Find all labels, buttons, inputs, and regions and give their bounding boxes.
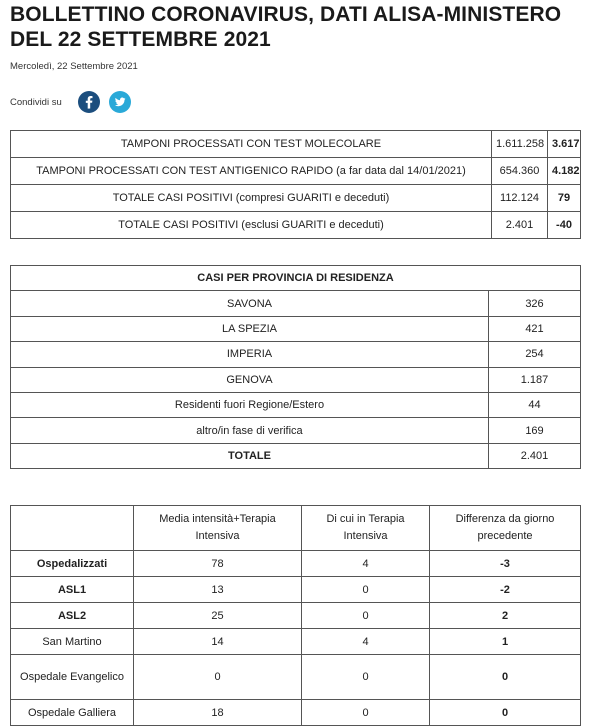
hospital-media: 78 [134, 551, 302, 577]
province-value: 421 [489, 316, 581, 341]
hospital-media: 18 [134, 700, 302, 726]
summary-table [10, 130, 581, 239]
hospital-media: 0 [134, 655, 302, 700]
hospital-table [10, 505, 581, 726]
province-total-label: TOTALE [11, 443, 489, 468]
table-total-row [11, 443, 581, 468]
table-row [11, 158, 581, 185]
hospital-ti: 0 [302, 700, 430, 726]
province-table [10, 265, 581, 469]
summary-value: 112.124 [492, 185, 548, 212]
summary-label: TOTALE CASI POSITIVI (esclusi GUARITI e deceduti) [11, 212, 492, 239]
province-value: 169 [489, 418, 581, 443]
table-row [11, 655, 581, 700]
summary-diff: -40 [548, 212, 581, 239]
summary-value: 654.360 [492, 158, 548, 185]
hospital-ti: 0 [302, 577, 430, 603]
hospital-name: ASL1 [11, 577, 134, 603]
province-name: LA SPEZIA [11, 316, 489, 341]
hospital-diff: 0 [430, 700, 581, 726]
table-row [11, 212, 581, 239]
summary-value: 2.401 [492, 212, 548, 239]
publish-date: Mercoledì, 22 Settembre 2021 [10, 61, 138, 72]
province-name: altro/in fase di verifica [11, 418, 489, 443]
table-row [11, 131, 581, 158]
table-header-row [11, 506, 581, 551]
page-title: BOLLETTINO CORONAVIRUS, DATI ALISA-MINISTERO DEL 22 SETTEMBRE 2021 [10, 3, 562, 51]
hospital-name: Ospedale Evangelico [11, 655, 134, 700]
table-row [11, 291, 581, 316]
share-bar [10, 90, 140, 114]
province-value: 1.187 [489, 367, 581, 392]
table-row [11, 603, 581, 629]
hospital-diff: -2 [430, 577, 581, 603]
summary-diff: 79 [548, 185, 581, 212]
table-row [11, 316, 581, 341]
table-row [11, 185, 581, 212]
province-value: 44 [489, 392, 581, 417]
table-row [11, 418, 581, 443]
table-row [11, 551, 581, 577]
province-value: 326 [489, 291, 581, 316]
table-row [11, 700, 581, 726]
summary-label: TOTALE CASI POSITIVI (compresi GUARITI e deceduti) [11, 185, 492, 212]
table-row [11, 392, 581, 417]
hospital-diff: -3 [430, 551, 581, 577]
hospital-media: 25 [134, 603, 302, 629]
hospital-diff: 1 [430, 629, 581, 655]
province-total-value: 2.401 [489, 443, 581, 468]
hospital-ti: 0 [302, 603, 430, 629]
table-row [11, 629, 581, 655]
summary-diff: 4.182 [548, 158, 581, 185]
facebook-icon[interactable] [78, 91, 100, 113]
province-table-header: CASI PER PROVINCIA DI RESIDENZA [11, 266, 581, 291]
summary-label: TAMPONI PROCESSATI CON TEST ANTIGENICO RAPIDO (a far data dal 14/01/2021) [11, 158, 492, 185]
hospital-header-ti: Di cui in Terapia Intensiva [302, 506, 430, 551]
province-name: Residenti fuori Regione/Estero [11, 392, 489, 417]
hospital-ti: 4 [302, 629, 430, 655]
hospital-name: Ospedalizzati [11, 551, 134, 577]
hospital-header-media: Media intensità+Terapia Intensiva [134, 506, 302, 551]
hospital-name: San Martino [11, 629, 134, 655]
hospital-diff: 0 [430, 655, 581, 700]
table-header-row [11, 266, 581, 291]
twitter-icon[interactable] [109, 91, 131, 113]
province-name: IMPERIA [11, 342, 489, 367]
share-label: Condividi su [10, 96, 62, 108]
table-row [11, 367, 581, 392]
table-row [11, 577, 581, 603]
province-value: 254 [489, 342, 581, 367]
hospital-header-empty [11, 506, 134, 551]
hospital-name: ASL2 [11, 603, 134, 629]
hospital-header-diff: Differenza da giorno precedente [430, 506, 581, 551]
summary-diff: 3.617 [548, 131, 581, 158]
province-name: SAVONA [11, 291, 489, 316]
summary-label: TAMPONI PROCESSATI CON TEST MOLECOLARE [11, 131, 492, 158]
summary-value: 1.611.258 [492, 131, 548, 158]
hospital-name: Ospedale Galliera [11, 700, 134, 726]
hospital-media: 13 [134, 577, 302, 603]
hospital-diff: 2 [430, 603, 581, 629]
hospital-ti: 0 [302, 655, 430, 700]
province-name: GENOVA [11, 367, 489, 392]
table-row [11, 342, 581, 367]
hospital-media: 14 [134, 629, 302, 655]
hospital-ti: 4 [302, 551, 430, 577]
